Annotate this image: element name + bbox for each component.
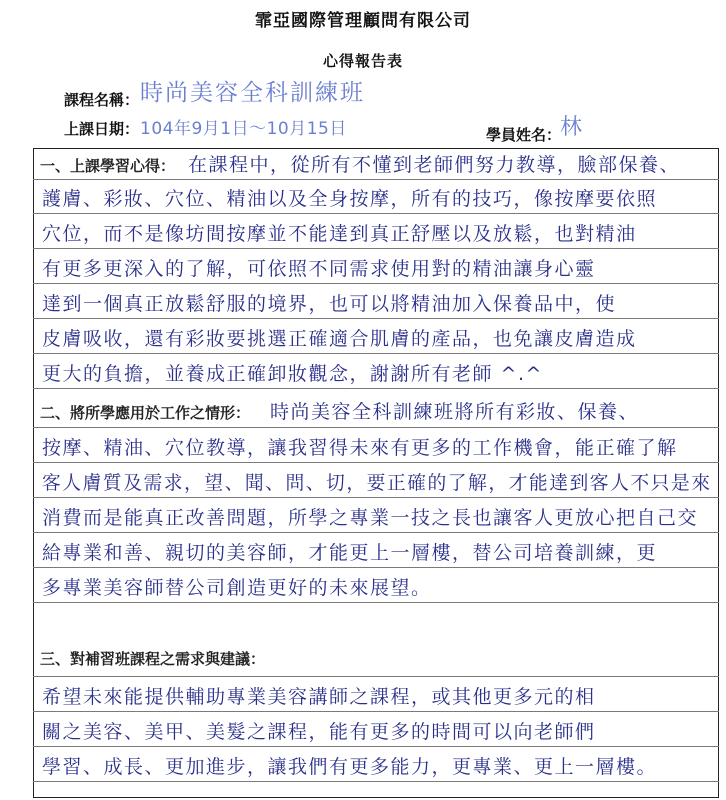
rule-line [33, 567, 719, 568]
rule-line [33, 497, 719, 498]
rule-line [33, 179, 719, 180]
rule-line [33, 388, 719, 389]
section-1-title: 一、上課學習心得： [40, 157, 176, 175]
section-2-title: 二、將所學應用於工作之情形： [40, 404, 251, 422]
section-1-line: 護膚、彩妝、穴位、精油以及全身按摩，所有的技巧，像按摩要依照 [42, 188, 658, 210]
report-title: 心得報告表 [322, 52, 403, 70]
section-3-line: 關之美容、美甲、美髮之課程，能有更多的時間可以向老師們 [42, 721, 596, 743]
rule-line [33, 462, 719, 463]
rule-line [33, 602, 719, 603]
rule-line [33, 248, 719, 249]
rule-line [33, 427, 719, 428]
student-name-value: 林 [560, 115, 583, 140]
rule-line [33, 283, 719, 284]
rule-line [33, 781, 719, 782]
section-2-line: 客人膚質及需求，望、聞、問、切，要正確的了解，才能達到客人不只是來 [42, 472, 712, 494]
section-1-line: 在課程中，從所有不懂到老師們努力教導，臉部保養、 [188, 154, 681, 176]
company-name: 霏亞國際管理顧問有限公司 [255, 11, 471, 31]
rule-line [33, 213, 719, 214]
section-3-line: 學習、成長、更加進步，讓我們有更多能力，更專業、更上一層樓。 [42, 756, 658, 778]
section-1-line: 更大的負擔，並養成正確卸妝觀念，謝謝所有老師 ^.^ [42, 363, 543, 385]
course-date-label: 上課日期： [64, 120, 140, 138]
section-1-line: 有更多更深入的了解，可依照不同需求使用對的精油讓身心靈 [42, 258, 596, 280]
section-2-line: 多專業美容師替公司創造更好的未來展望。 [42, 577, 432, 599]
section-2-line: 消費而是能真正改善問題，所學之專業一技之長也讓客人更放心把自己交 [42, 507, 699, 529]
rule-line [33, 676, 719, 677]
rule-line [33, 746, 719, 747]
section-3-title: 三、對補習班課程之需求與建議： [40, 650, 266, 668]
section-2-line: 給專業和善、親切的美容師，才能更上一層樓，替公司培養訓練，更 [42, 542, 658, 564]
section-2-line: 時尚美容全科訓練班將所有彩妝、保養、 [270, 401, 640, 423]
student-name-label: 學員姓名： [486, 126, 562, 144]
course-name-label: 課程名稱： [64, 91, 140, 109]
rule-line [33, 353, 719, 354]
rule-line [33, 711, 719, 712]
section-1-line: 穴位，而不是像坊間按摩並不能達到真正舒壓以及放鬆，也對精油 [42, 223, 637, 245]
rule-line [33, 318, 719, 319]
course-date-value: 104年9月1日～10月15日 [140, 119, 347, 139]
rule-line [33, 532, 719, 533]
section-1-line: 皮膚吸收，還有彩妝要挑選正確適合肌膚的產品，也免讓皮膚造成 [42, 328, 637, 350]
course-name-value: 時尚美容全科訓練班 [140, 80, 365, 106]
section-3-line: 希望未來能提供輔助專業美容講師之課程，或其他更多元的相 [42, 686, 596, 708]
section-2-line: 按摩、精油、穴位教導，讓我習得未來有更多的工作機會，能正確了解 [42, 437, 678, 459]
section-1-line: 達到一個真正放鬆舒服的境界，也可以將精油加入保養品中，使 [42, 293, 617, 315]
